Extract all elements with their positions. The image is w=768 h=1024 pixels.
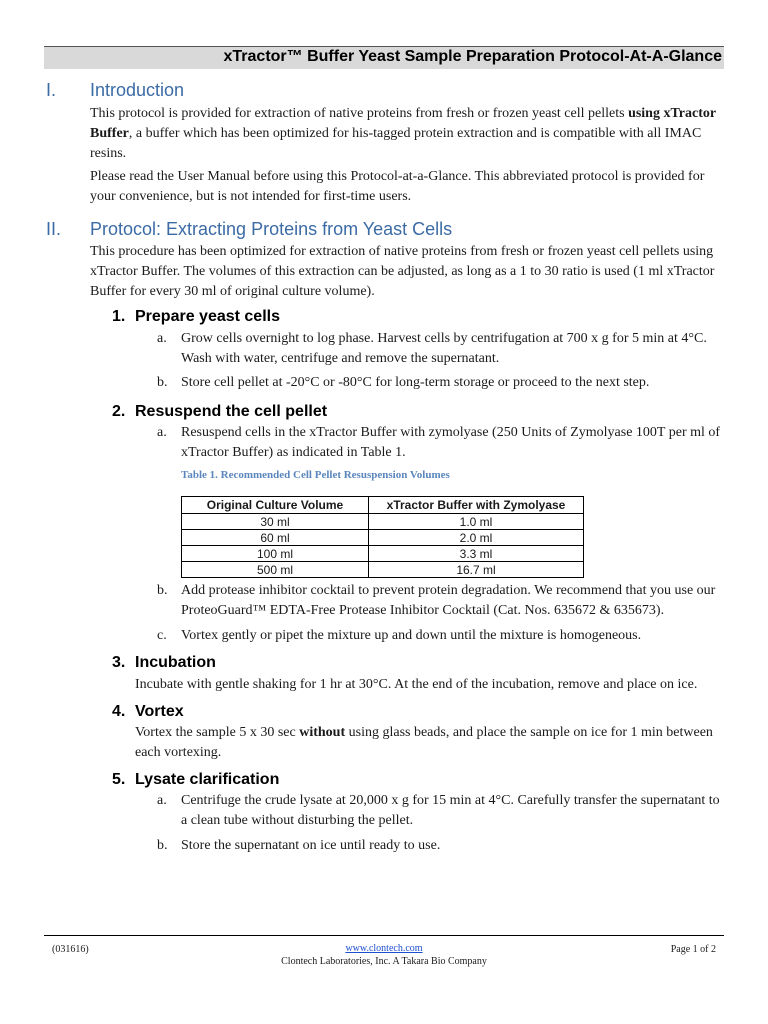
item-letter: b. [157, 583, 168, 598]
table-cell: 30 ml [182, 514, 369, 530]
item-letter: a. [157, 793, 167, 808]
step-number: 4. [112, 703, 126, 720]
step-number: 1. [112, 308, 126, 325]
step-title-resuspend: Resuspend the cell pellet [135, 403, 328, 420]
protocol-paragraph: This procedure has been optimized for extraction of native proteins from fresh or frozen yeast cell pellets using xTractor Buffer. The volumes of this extraction can be adjusted, as long as a 1 to 30 ratio is used (1 ml xTractor Buffer for every 30 ml of original culture volume). [90, 244, 715, 299]
table-caption: Table 1. Recommended Cell Pellet Resuspension Volumes [181, 469, 450, 481]
website-link[interactable]: www.clontech.com [345, 943, 423, 954]
step-2-item-c: Vortex gently or pipet the mixture up and down until the mixture is homogeneous. [181, 628, 642, 643]
step-2-item-a: Resuspend cells in the xTractor Buffer with zymolyase (250 Units of Zymolyase 100T per ml of xTractor Buffer) as indicated in Table 1. [181, 425, 721, 460]
table-cell: 100 ml [182, 546, 369, 562]
document-title: xTractor™ Buffer Yeast Sample Preparation Protocol-At-A-Glance [223, 48, 722, 65]
step-number: 3. [112, 654, 126, 671]
intro-paragraph-2: Please read the User Manual before using this Protocol-at-a-Glance. This abbreviated protocol is provided for your convenience, but is not intended for first-time users. [90, 169, 705, 204]
step-1-item-a: Grow cells overnight to log phase. Harvest cells by centrifugation at 700 x g for 5 min at 4°C. Wash with water, centrifuge and remove the supernatant. [181, 331, 707, 366]
table-row [182, 530, 584, 546]
column-header: xTractor Buffer with Zymolyase [369, 497, 584, 514]
item-letter: a. [157, 425, 167, 440]
step-title-lysate-clarification: Lysate clarification [135, 771, 280, 788]
step-4-body: Vortex the sample 5 x 30 sec without using glass beads, and place the sample on ice for 1 min between each vortexing. [135, 725, 713, 760]
table-row [182, 546, 584, 562]
footer-rule [44, 935, 724, 936]
table-header-row [182, 497, 584, 514]
section-number: II. [46, 219, 62, 239]
step-number: 2. [112, 403, 126, 420]
table-row [182, 562, 584, 578]
item-letter: a. [157, 331, 167, 346]
column-header: Original Culture Volume [182, 497, 369, 514]
step-title-incubation: Incubation [135, 654, 216, 671]
table-cell: 500 ml [182, 562, 369, 578]
step-2-item-b: Add protease inhibitor cocktail to prevent protein degradation. We recommend that you use our ProteoGuard™ EDTA-Free Protease Inhibitor Cocktail (Cat. Nos. 635672 & 635673). [181, 583, 716, 618]
page-number: Page 1 of 2 [670, 944, 716, 955]
step-title-prepare-yeast-cells: Prepare yeast cells [135, 308, 280, 325]
step-5-item-b: Store the supernatant on ice until ready to use. [181, 838, 441, 853]
footer-center [0, 942, 768, 968]
intro-paragraph-1: This protocol is provided for extraction of native proteins from fresh or frozen yeast cell pellets using xTractor Buffer, a buffer which has been optimized for his-tagged protein extraction and is compatible with all IMAC resins. [90, 106, 716, 161]
table-cell: 2.0 ml [369, 530, 584, 546]
item-letter: b. [157, 375, 168, 390]
document-code: (031616) [52, 944, 89, 955]
table-cell: 16.7 ml [369, 562, 584, 578]
section-title-introduction: Introduction [90, 80, 185, 100]
table-cell: 60 ml [182, 530, 369, 546]
step-number: 5. [112, 771, 126, 788]
item-letter: c. [157, 628, 167, 643]
section-number: I. [46, 80, 57, 100]
table-cell: 1.0 ml [369, 514, 584, 530]
company-name: Clontech Laboratories, Inc. A Takara Bio Company [281, 956, 487, 967]
step-5-item-a: Centrifuge the crude lysate at 20,000 x g for 15 min at 4°C. Carefully transfer the supernatant to a clean tube without disturbing the pellet. [181, 793, 720, 828]
section-title-protocol: Protocol: Extracting Proteins from Yeast Cells [90, 219, 453, 239]
table-cell: 3.3 ml [369, 546, 584, 562]
table-row [182, 514, 584, 530]
step-1-item-b: Store cell pellet at -20°C or -80°C for long-term storage or proceed to the next step. [181, 375, 650, 390]
header-bar [44, 46, 724, 69]
step-title-vortex: Vortex [135, 703, 184, 720]
item-letter: b. [157, 838, 168, 853]
step-3-body: Incubate with gentle shaking for 1 hr at 30°C. At the end of the incubation, remove and place on ice. [135, 677, 698, 692]
resuspension-volume-table [181, 496, 584, 578]
